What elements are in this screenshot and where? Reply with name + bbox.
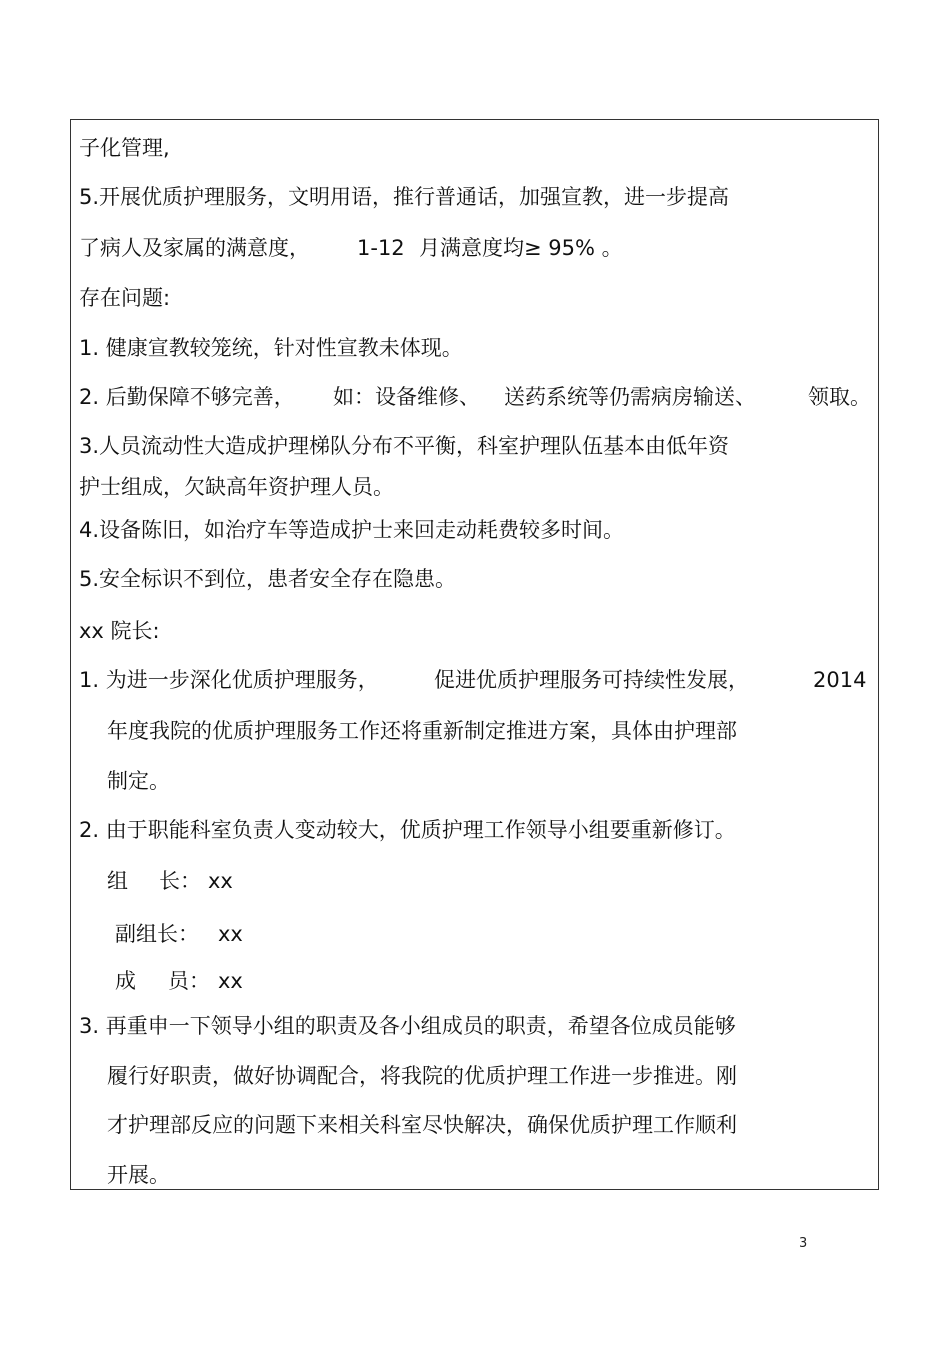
text-line: 组 bbox=[107, 869, 128, 893]
list-item: 2. 后勤保障不够完善， bbox=[79, 385, 295, 409]
list-item: 1. 健康宣教较笼统，针对性宣教未体现。 bbox=[79, 336, 463, 360]
text-line: xx bbox=[218, 969, 243, 993]
list-item: 3. 再重申一下领导小组的职责及各小组成员的职责，希望各位成员能够 bbox=[79, 1014, 736, 1038]
list-item: 1. 为进一步深化优质护理服务， bbox=[79, 668, 379, 692]
list-item: 3.人员流动性大造成护理梯队分布不平衡，科室护理队伍基本由低年资 bbox=[79, 434, 730, 458]
text-line: 2014 bbox=[813, 668, 867, 692]
text-line: 如：设备维修、 bbox=[333, 385, 480, 409]
text-line: 了病人及家属的满意度， bbox=[79, 236, 310, 260]
list-item: 2. 由于职能科室负责人变动较大，优质护理工作领导小组要重新修订。 bbox=[79, 818, 736, 842]
text-line: 制定。 bbox=[107, 769, 170, 793]
section-heading: xx 院长: bbox=[79, 619, 160, 643]
text-line: xx bbox=[218, 922, 243, 946]
text-line: 才护理部反应的问题下来相关科室尽快解决，确保优质护理工作顺利 bbox=[107, 1113, 737, 1137]
page-number: 3 bbox=[799, 1236, 808, 1251]
list-item: 4.设备陈旧，如治疗车等造成护士来回走动耗费较多时间。 bbox=[79, 518, 625, 542]
text-line: 月满意度均≥ 95% 。 bbox=[419, 236, 623, 260]
text-line: 副组长： bbox=[115, 922, 199, 946]
text-line: 年度我院的优质护理服务工作还将重新制定推进方案，具体由护理部 bbox=[107, 719, 737, 743]
text-line: 促进优质护理服务可持续性发展， bbox=[434, 668, 749, 692]
text-line: 5.开展优质护理服务，文明用语，推行普通话，加强宣教，进一步提高 bbox=[79, 185, 730, 209]
text-line: 成 bbox=[115, 969, 136, 993]
text-line: 送药系统等仍需病房输送、 bbox=[504, 385, 756, 409]
text-line: 1-12 bbox=[357, 236, 405, 260]
text-line: 开展。 bbox=[107, 1163, 170, 1187]
text-line: 领取。 bbox=[808, 385, 871, 409]
text-line: 履行好职责，做好协调配合，将我院的优质护理工作进一步推进。刚 bbox=[107, 1064, 737, 1088]
text-line: 长： bbox=[159, 869, 201, 893]
text-line: 员： bbox=[168, 969, 210, 993]
text-line: 护士组成，欠缺高年资护理人员。 bbox=[79, 475, 394, 499]
section-heading: 存在问题: bbox=[79, 286, 171, 310]
text-line: 子化管理, bbox=[79, 136, 170, 160]
list-item: 5.安全标识不到位，患者安全存在隐患。 bbox=[79, 567, 457, 591]
text-line: xx bbox=[208, 869, 233, 893]
